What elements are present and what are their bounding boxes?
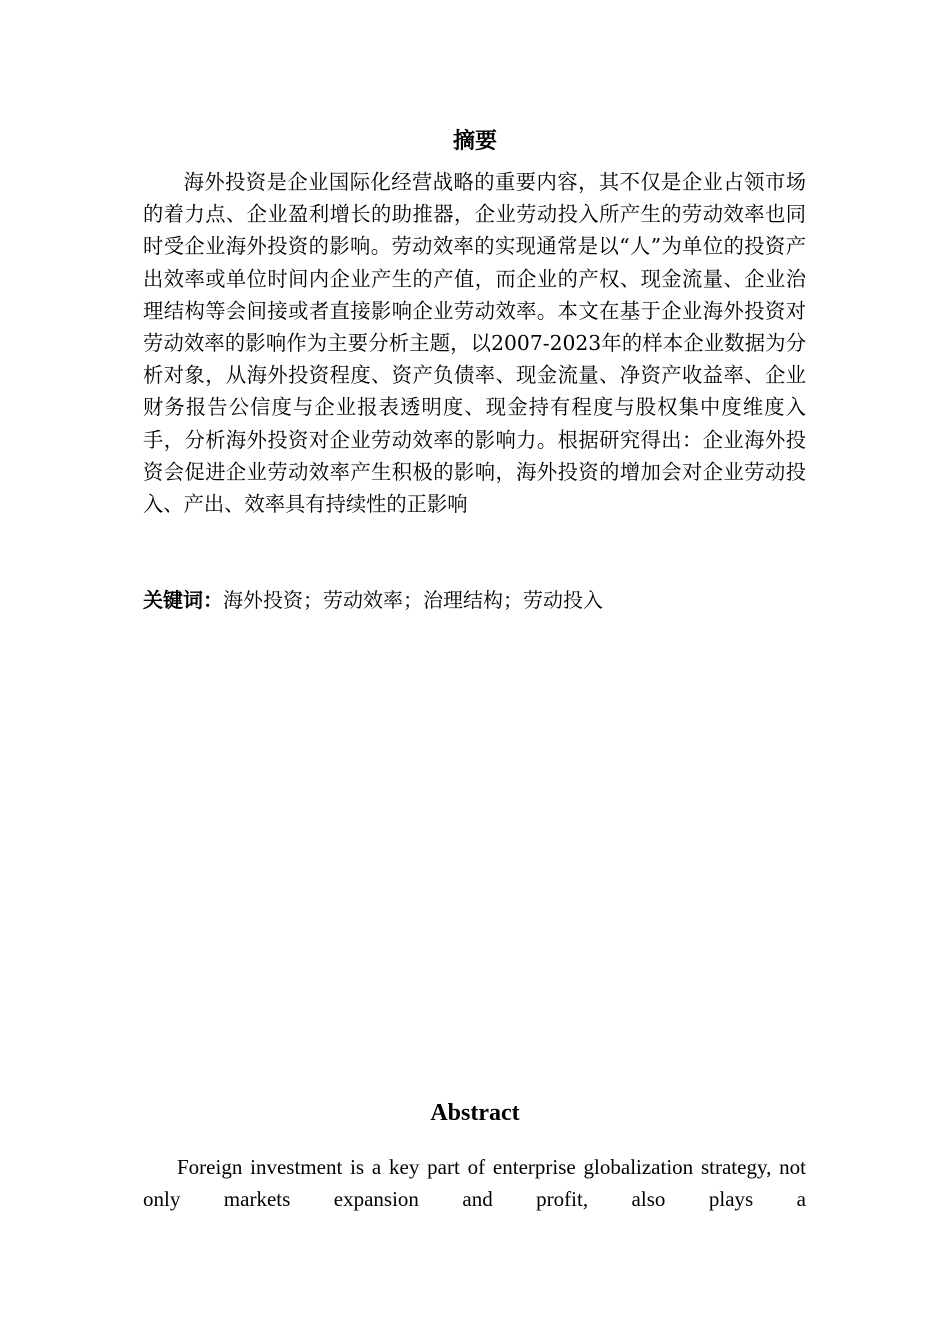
english-abstract-body: Foreign investment is a key part of enterprise globalization strategy, not only markets expansion and profit, also plays a bbox=[143, 1155, 806, 1211]
english-abstract-title: Abstract bbox=[430, 1100, 520, 1126]
keywords-text: 海外投资；劳动效率；治理结构；劳动投入 bbox=[223, 588, 603, 612]
chinese-abstract-body: 海外投资是企业国际化经营战略的重要内容，其不仅是企业占领市场的着力点、企业盈利增长的助推器，企业劳动投入所产生的劳动效率也同时受企业海外投资的影响。劳动效率的实现通常是以“人”为单位的投资产出效率或单位时间内企业产生的产值，而企业的产权、现金流量、企业治理结构等会间接或者直接影响企业劳动效率。本文在基于企业海外投资对劳动效率的影响作为主要分析主题，以2007-2023年的样本企业数据为分析对象，从海外投资程度、资产负债率、现金流量、净资产收益率、企业财务报告公信度与企业报表透明度、现金持有程度与股权集中度维度入手，分析海外投资对企业劳动效率的影响力。根据研究得出：企业海外投资会促进企业劳动效率产生积极的影响，海外投资的增加会对企业劳动投入、产出、效率具有持续性的正影响 bbox=[143, 170, 806, 517]
keywords-label: 关键词： bbox=[143, 588, 223, 612]
keywords-line bbox=[143, 584, 806, 617]
chinese-abstract-title: 摘要 bbox=[452, 129, 497, 154]
